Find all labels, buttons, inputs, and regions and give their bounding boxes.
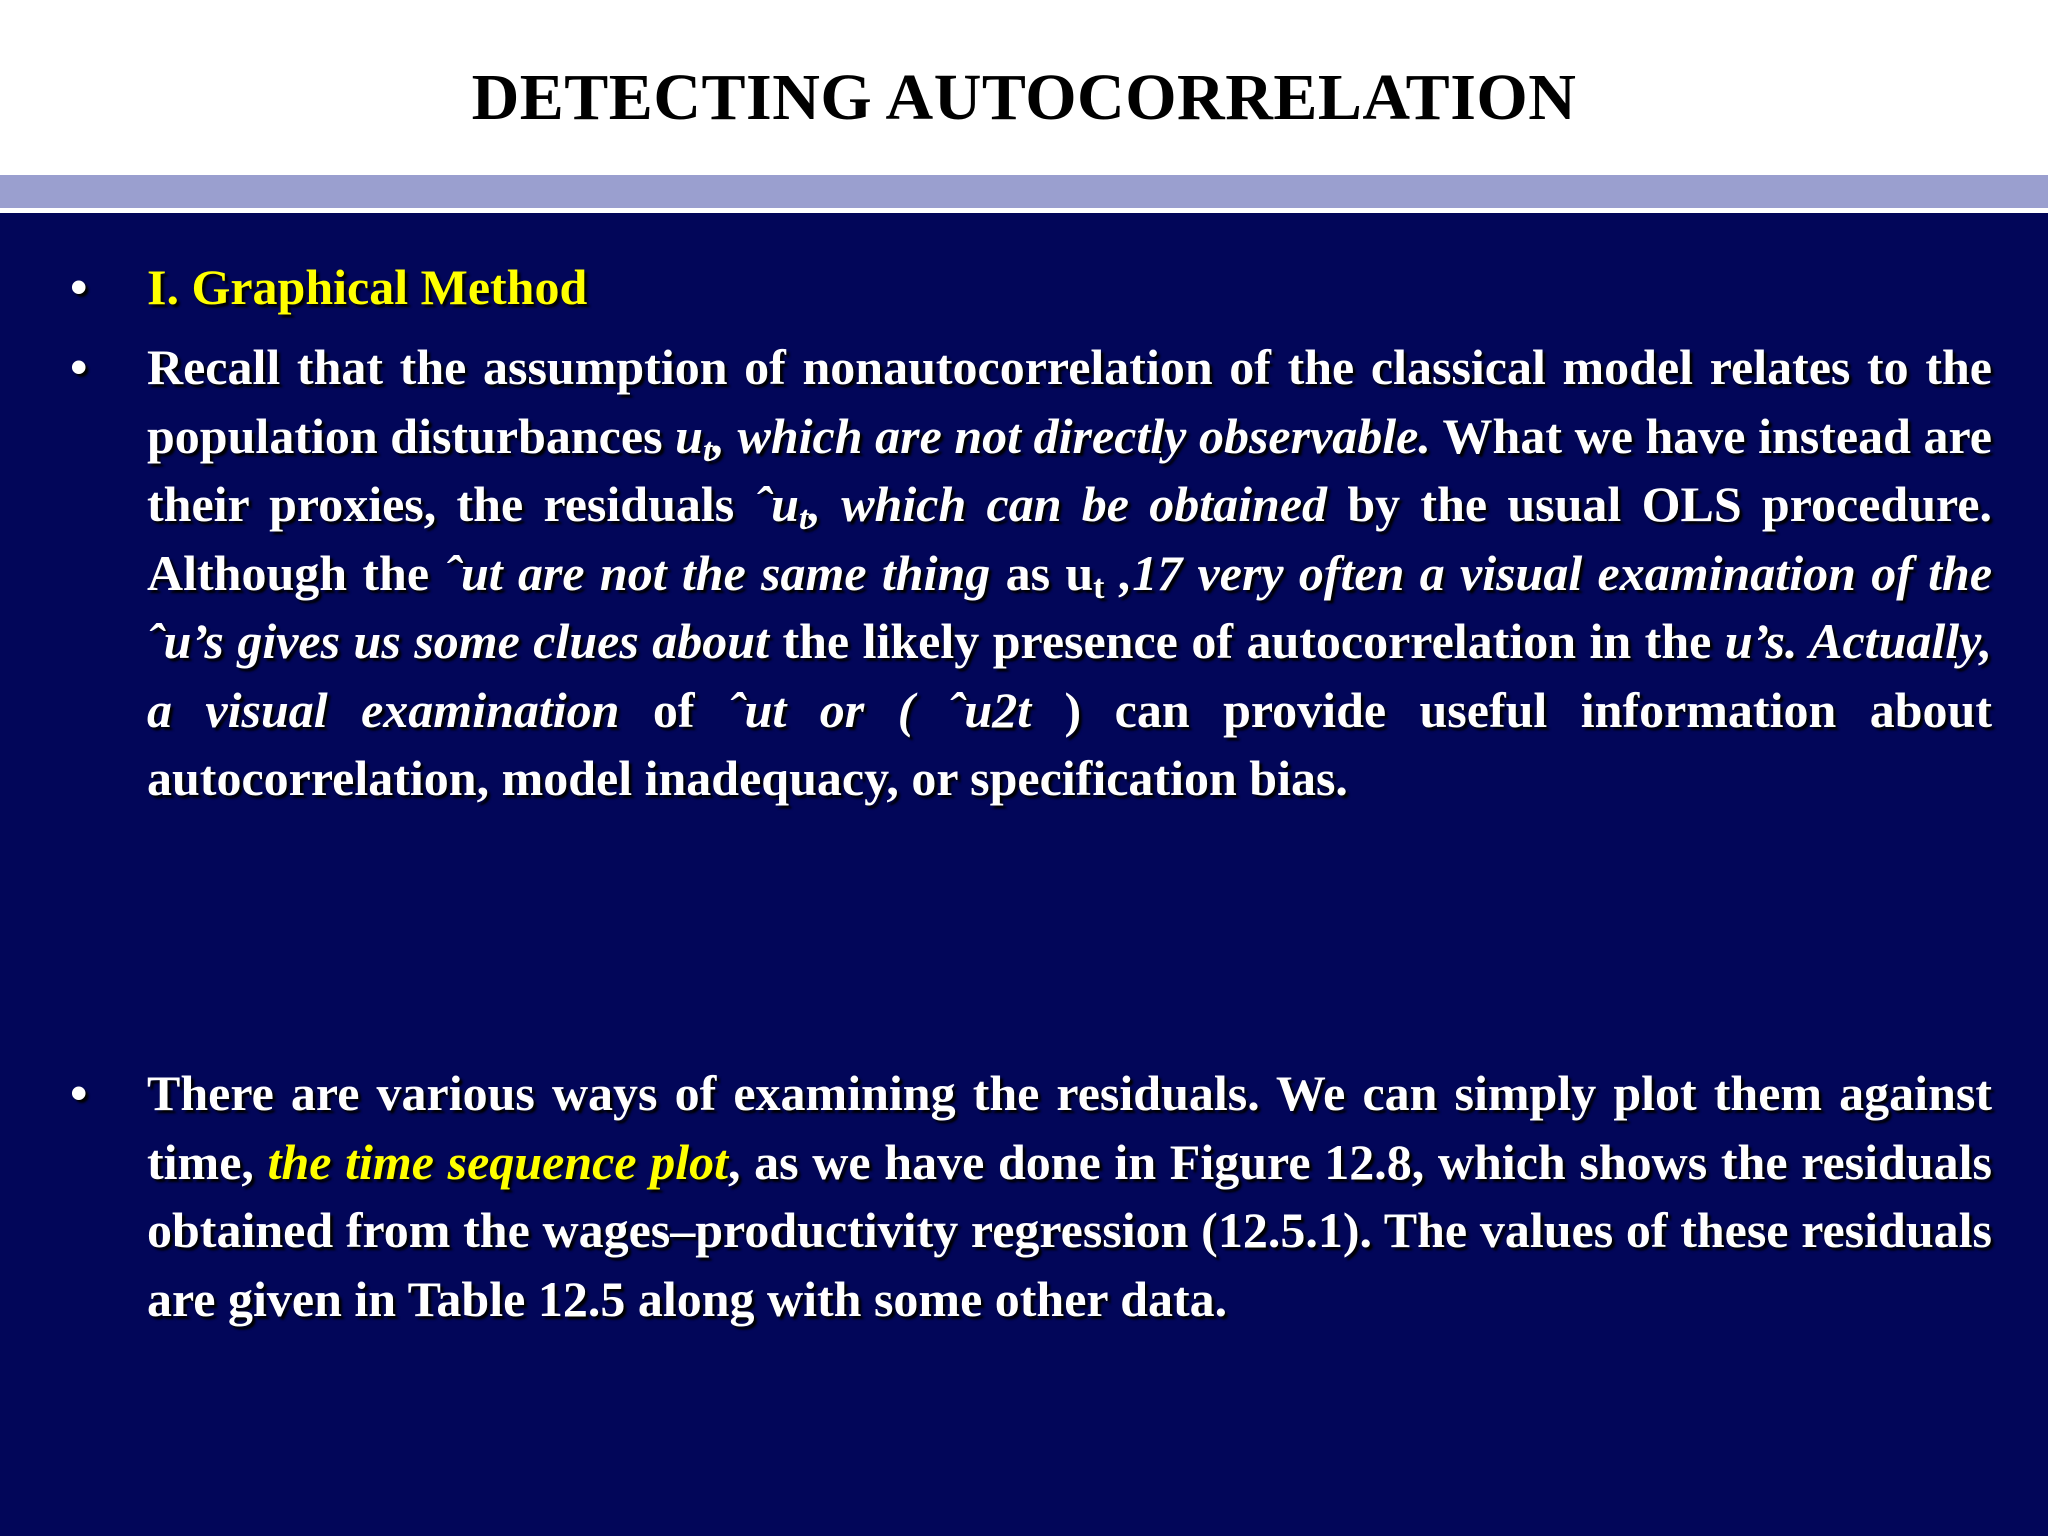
- paragraph-recall: [147, 333, 1992, 813]
- accent-bar: [0, 175, 2048, 208]
- bullet-marker: •: [70, 339, 88, 395]
- symbol-u-hat: ˆu: [754, 476, 799, 532]
- text-run: What we have instead are their proxies, the residuals: [147, 407, 1992, 532]
- text-run-italic: ˆut or ( ˆu2t: [728, 681, 1032, 738]
- symbol-u: u: [1065, 544, 1094, 601]
- text-run: of: [619, 681, 729, 738]
- text-run-italic: , which are not directly observable.: [712, 407, 1431, 464]
- subscript-t: t: [702, 431, 713, 469]
- text-run: as: [990, 544, 1066, 601]
- text-run-italic: u’s. Actually, a visual examination: [147, 613, 1992, 738]
- text-run: ) can provide useful information about autocorrelation, model inadequacy, or specification bias.: [147, 681, 1992, 806]
- bullet-marker: •: [70, 259, 88, 315]
- highlight-time-sequence-plot: the time sequence plot: [267, 1133, 728, 1190]
- subscript-t: t: [798, 500, 809, 537]
- text-run: Recall that the assumption of nonautocorrelation of the classical model relates to the population disturbances: [147, 339, 1992, 464]
- section-heading: I. Graphical Method: [147, 259, 588, 315]
- text-run: There are various ways of examining the residuals. We can simply plot them against time,: [147, 1065, 1992, 1190]
- subscript-t: t: [1093, 568, 1105, 606]
- text-run-italic: [754, 476, 1328, 537]
- text-run: , as we have done in Figure 12.8, which shows the residuals obtained from the wages–productivity regression (12.5.1). The values of these residuals are given in Table 12.5 along with some other data.: [147, 1133, 1992, 1327]
- text-run-italic: ,17 very often a visual examination of the ˆu’s gives us some clues about: [147, 544, 1993, 669]
- symbol-u: u: [675, 407, 703, 464]
- title-band: [0, 0, 2048, 175]
- text-run-italic: , which can be obtained: [808, 476, 1328, 532]
- text-run: the likely presence of autocorrelation in the: [769, 613, 1725, 669]
- paragraph-residuals: [147, 1059, 1992, 1333]
- accent-divider: [0, 208, 2048, 213]
- text-run-italic: [675, 407, 1431, 469]
- bullet-marker: •: [70, 1065, 88, 1121]
- slide-title: DETECTING AUTOCORRELATION: [471, 61, 1577, 134]
- text-run-italic: ˆut are not the same thing: [444, 544, 991, 601]
- text-run: by the usual OLS procedure. Although the: [147, 476, 1992, 601]
